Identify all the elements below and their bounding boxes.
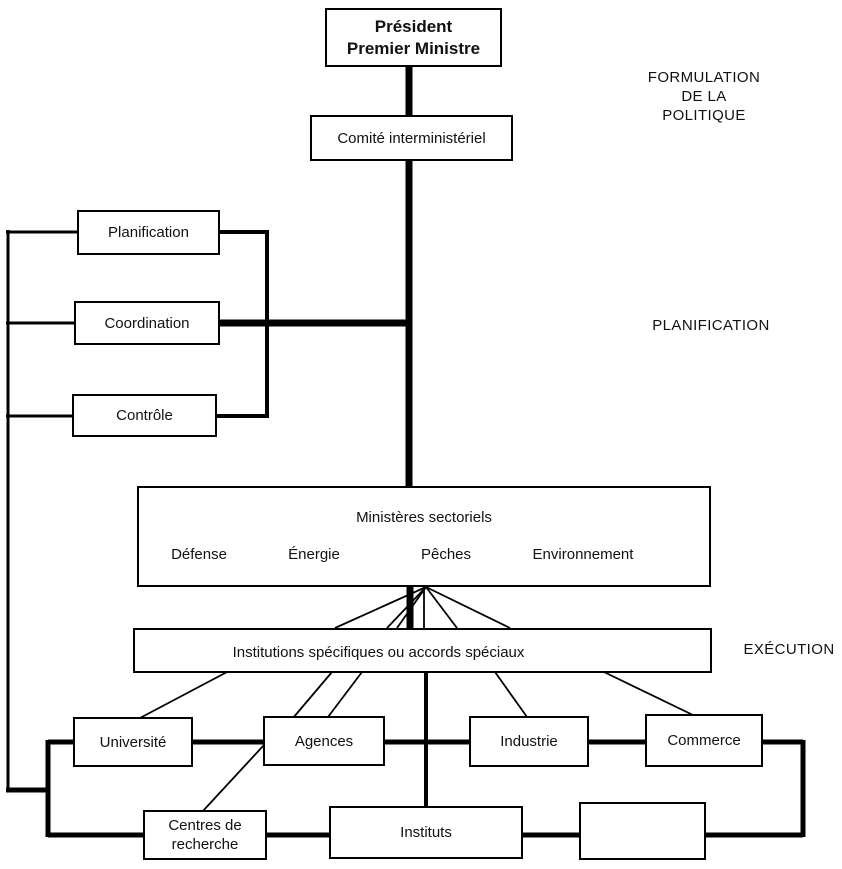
node-centres-recherche	[143, 810, 267, 860]
node-agences-label: Agences	[294, 732, 354, 750]
node-controle-label: Contrôle	[116, 407, 173, 424]
node-president	[325, 8, 502, 67]
node-universite-label: Université	[99, 733, 167, 751]
diag-institutions-universite	[140, 672, 227, 718]
node-ministeres-sectoriels	[137, 486, 711, 587]
node-universite	[73, 717, 193, 767]
node-president-label: Président Premier Ministre	[346, 16, 481, 58]
diag-agences-centres	[202, 745, 264, 812]
ministere-environnement: Environnement	[532, 546, 634, 563]
node-industrie	[469, 716, 589, 767]
stage-label-execution: EXÉCUTION	[743, 641, 835, 658]
node-instituts-label: Instituts	[400, 824, 452, 841]
main-trunk-lines	[218, 64, 426, 808]
node-instituts	[329, 806, 523, 859]
diag-institutions-commerce	[604, 672, 695, 716]
node-industrie-label: Industrie	[500, 733, 558, 750]
node-comite-interministeriel	[310, 115, 513, 161]
ministeres-fan-lines	[335, 587, 510, 628]
stage-label-planification: PLANIFICATION	[652, 317, 770, 334]
node-controle	[72, 394, 217, 437]
node-coordination-label: Coordination	[104, 314, 190, 332]
ministere-energie: Énergie	[288, 546, 340, 563]
fan-line-5	[426, 587, 457, 628]
node-unnamed	[579, 802, 706, 860]
node-centres-recherche-label: Centres de recherche	[168, 817, 242, 853]
node-coordination	[74, 301, 220, 345]
stage-label-formulation: FORMULATION DE LA POLITIQUE	[647, 69, 761, 124]
node-commerce-label: Commerce	[667, 732, 741, 749]
node-comite-label: Comité interministériel	[337, 129, 486, 147]
node-agences	[263, 716, 385, 766]
node-institutions-label: Institutions spécifiques ou accords spéciaux	[232, 644, 525, 661]
ministeres-title: Ministères sectoriels	[356, 509, 492, 526]
ministere-defense: Défense	[171, 546, 227, 563]
node-planification	[77, 210, 220, 255]
diag-institutions-agences-2	[328, 672, 362, 717]
ministere-peches: Pêches	[420, 546, 472, 563]
diag-institutions-agences-1	[293, 672, 332, 718]
node-commerce	[645, 714, 763, 767]
fan-line-6	[426, 587, 510, 628]
node-planification-label: Planification	[108, 224, 189, 241]
diag-institutions-industrie	[495, 672, 527, 717]
node-institutions-specifiques	[133, 628, 712, 673]
